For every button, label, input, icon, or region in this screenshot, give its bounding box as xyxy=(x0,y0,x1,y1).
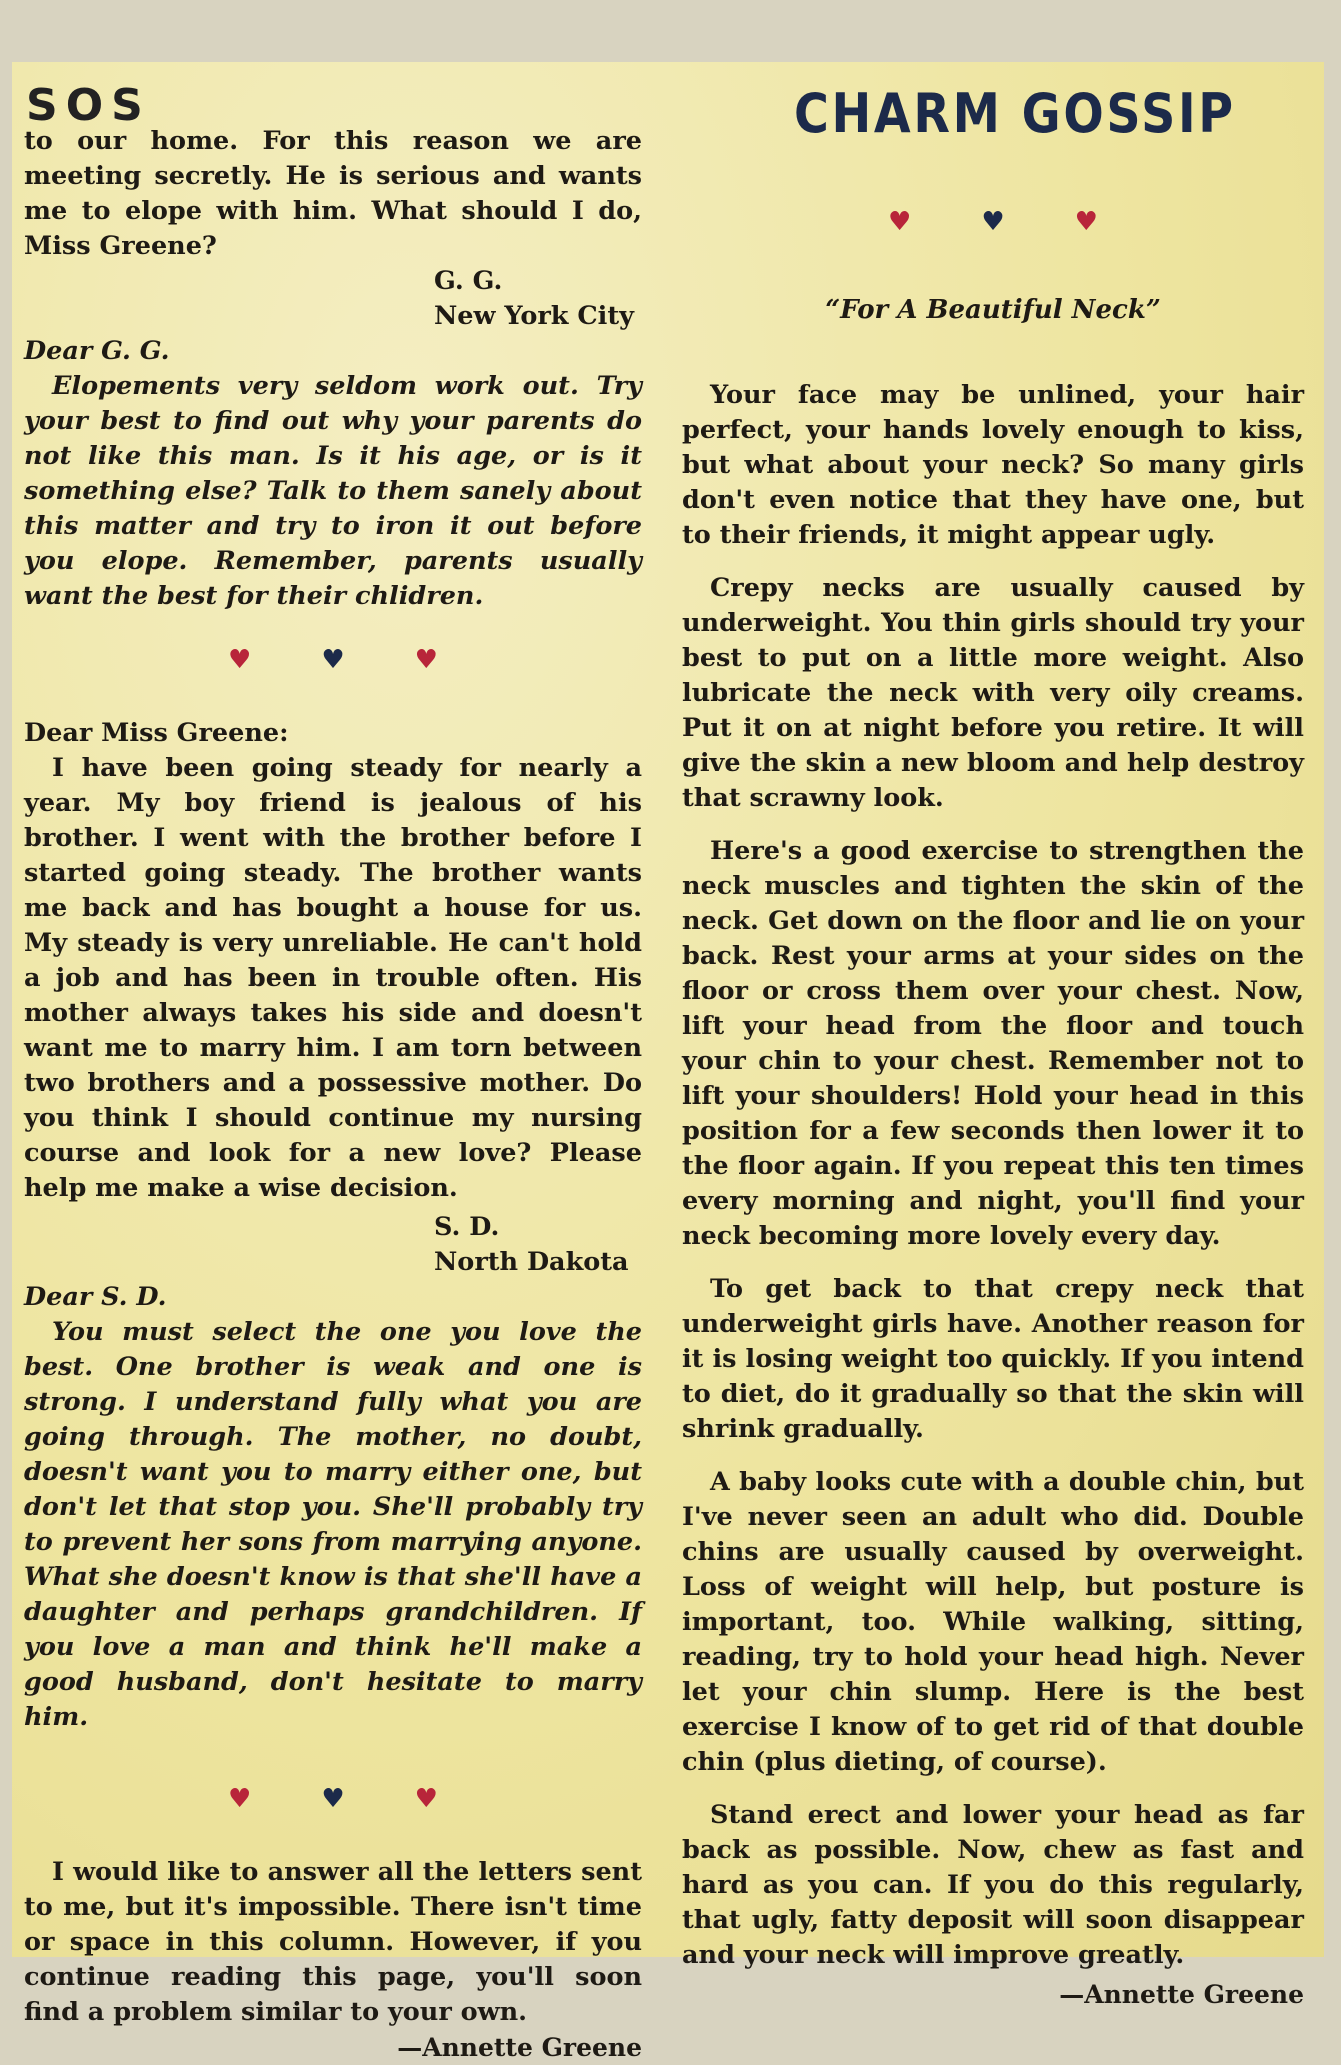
reply1-body: Elopements very seldom work out. Try your best to find out why your parents do not like this man. Is it his age, or is it something else? Talk to them sanely about this matter and try to iron it out before you elope. Remember, parents usually want the best for their chlidren. xyxy=(24,371,642,611)
article-paragraph-2: Crepy necks are usually caused by underweight. You thin girls should try your best to put on a little more weight. Also lubricate the neck with very oily creams. Put it on at night before you retire. It will give the skin a new bloom and help destroy that scrawny look. xyxy=(682,573,1304,813)
letter2-body: I have been going steady for nearly a year. My boy friend is jealous of his brother. I went with the brother before I started going steady. The brother wants me back and has bought a house for us. My steady is very unreliable. He can't hold a job and has been in trouble often. His mother always takes his side and doesn't want me to marry him. I am torn between two brothers and a possessive mother. Do you think I should continue my nursing course and look for a new love? Please help me make a wise decision. xyxy=(24,753,642,1203)
heart-icon: ♥ xyxy=(321,645,345,675)
article-paragraph-3: Here's a good exercise to strengthen the neck muscles and tighten the skin of the neck. Get down on the floor and lie on your back. Rest your arms at your sides on the floor or cross them over your chest. Now, lift your head from the floor and touch your chin to your chest. Remember not to lift your shoulders! Hold your head in this position for a few seconds then lower it to the floor again. If you repeat this ten times every morning and night, you'll find your neck becoming more lovely every day. xyxy=(682,836,1304,1251)
heart-icon: ♥ xyxy=(414,1784,438,1814)
heart-icon: ♥ xyxy=(888,207,912,237)
section-header-right: CHARM GOSSIP xyxy=(794,82,1236,145)
letter1-signature-place: New York City xyxy=(434,301,634,331)
right-column xyxy=(682,202,1304,2030)
left-column xyxy=(24,124,642,2065)
article-paragraph-6: Stand erect and lower your head as far back as possible. Now, chew as fast and hard as you can. If you do this regularly, that ugly, fatty deposit will soon disappear and your neck will improve greatly. xyxy=(682,1800,1304,1970)
section-header-left: SOS xyxy=(26,80,151,131)
article-subhead: “For A Beautiful Neck” xyxy=(825,295,1161,325)
heart-icon: ♥ xyxy=(228,645,252,675)
heart-divider-top xyxy=(682,202,1304,242)
reply1-salutation: Dear G. G. xyxy=(24,336,170,366)
left-column-signoff: —Annette Greene xyxy=(397,2033,642,2062)
letter2-signature-name: S. D. xyxy=(434,1212,500,1242)
reply2-salutation: Dear S. D. xyxy=(24,1282,167,1312)
article-paragraph-5: A baby looks cute with a double chin, but I've never seen an adult who did. Double chins are usually caused by overweight. Loss of weight will help, but posture is important, too. While walking, sitting, reading, try to hold your head high. Never let your chin slump. Here is the best exercise I know of to get rid of that double chin (plus dieting, of course). xyxy=(682,1467,1304,1777)
heart-divider-2 xyxy=(24,1779,642,1819)
heart-divider-1 xyxy=(24,640,642,680)
letter2-salutation: Dear Miss Greene: xyxy=(24,718,289,748)
heart-icon: ♥ xyxy=(981,207,1005,237)
heart-icon: ♥ xyxy=(321,1784,345,1814)
heart-icon: ♥ xyxy=(1074,207,1098,237)
letter2-signature-place: North Dakota xyxy=(434,1247,629,1277)
reply2-body: You must select the one you love the best. One brother is weak and one is strong. I understand fully what you are going through. The mother, no doubt, doesn't want you to marry either one, but don't let that stop you. She'll probably try to prevent her sons from marrying anyone. What she doesn't know is that she'll have a daughter and perhaps grandchildren. If you love a man and think he'll make a good husband, don't hesitate to marry him. xyxy=(24,1317,642,1732)
heart-icon: ♥ xyxy=(414,645,438,675)
article-paragraph-1: Your face may be unlined, your hair perfect, your hands lovely enough to kiss, but what about your neck? So many girls don't even notice that they have one, but to their friends, it might appear ugly. xyxy=(682,380,1304,550)
article-paragraph-4: To get back to that crepy neck that underweight girls have. Another reason for it is losing weight too quickly. If you intend to diet, do it gradually so that the skin will shrink gradually. xyxy=(682,1274,1304,1444)
letter1-continuation: to our home. For this reason we are meeting secretly. He is serious and wants me to elope with him. What should I do, Miss Greene? xyxy=(24,126,642,261)
heart-icon: ♥ xyxy=(228,1784,252,1814)
magazine-page xyxy=(12,62,1324,2062)
letter1-signature-name: G. G. xyxy=(434,266,503,296)
column-closing-note: I would like to answer all the letters sent to me, but it's impossible. There isn't time or space in this column. However, if you continue reading this page, you'll soon find a problem similar to your own. xyxy=(24,1857,642,2027)
right-column-signoff: —Annette Greene xyxy=(1059,1980,1304,2009)
